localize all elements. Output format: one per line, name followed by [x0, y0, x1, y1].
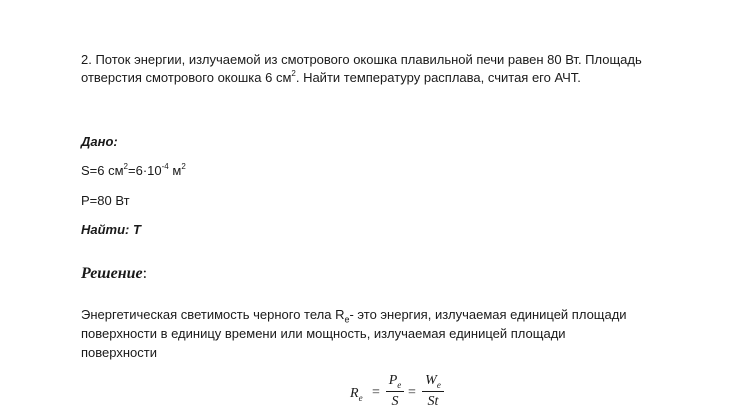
- solution-subscript: e: [344, 314, 350, 325]
- fraction-2-denominator: St: [427, 394, 439, 409]
- fraction-2-num-symbol: W: [425, 373, 437, 388]
- problem-text-2a: отверстия смотрового окошка 6 см: [81, 70, 292, 85]
- fraction-1-num-sub: e: [397, 379, 402, 390]
- formula-fraction-1: [386, 372, 404, 411]
- given-area-sup-1: 2: [123, 161, 128, 171]
- solution-text-1b: - это энергия, излучаемая единицей площади: [349, 307, 627, 322]
- problem-text-1: 2. Поток энергии, излучаемой из смотрового окошка плавильной печи равен 80 Вт. Площадь: [81, 52, 642, 67]
- fraction-1-denominator: S: [391, 394, 399, 409]
- formula-equals-2: =: [408, 385, 416, 400]
- formula-lhs-symbol: R: [350, 386, 359, 401]
- fraction-2-numerator: [422, 372, 444, 390]
- formula-equals-1: =: [372, 385, 380, 400]
- given-area-sup-2: -4: [161, 161, 169, 171]
- formula-lhs-sub: e: [358, 392, 363, 403]
- given-heading: Дано:: [81, 134, 118, 149]
- given-area-part-3: м: [168, 163, 182, 178]
- problem-superscript: 2: [291, 68, 296, 78]
- fraction-1-bar: [386, 391, 404, 392]
- problem-line-1: [81, 52, 642, 68]
- solution-para-line-1: [81, 307, 627, 323]
- fraction-2-num-sub: e: [436, 379, 441, 390]
- given-power-line: P=80 Вт: [81, 193, 130, 208]
- formula-fraction-2: [422, 372, 444, 411]
- fraction-1-num-symbol: P: [388, 373, 398, 388]
- given-area-part-2: =6·10: [128, 163, 162, 178]
- solution-heading-word: Решение: [81, 265, 143, 282]
- given-area-line: [81, 163, 186, 179]
- solution-para-line-3: поверхности: [81, 345, 157, 360]
- given-area-sup-3: 2: [181, 161, 186, 171]
- solution-text-1a: Энергетическая светимость черного тела R: [81, 307, 345, 322]
- problem-text-2b: . Найти температуру расплава, считая его АЧТ.: [295, 70, 581, 85]
- solution-heading-colon: :: [142, 265, 148, 282]
- find-line: Найти: Т: [81, 222, 141, 237]
- given-area-part-1: S=6 см: [81, 163, 124, 178]
- solution-heading: [81, 264, 147, 284]
- formula-lhs: [350, 386, 363, 402]
- solution-para-line-2: поверхности в единицу времени или мощность, излучаемая единицей площади: [81, 326, 566, 341]
- problem-line-2: [81, 70, 581, 86]
- fraction-2-bar: [422, 391, 444, 392]
- fraction-1-numerator: [386, 372, 404, 390]
- radiance-formula: [350, 372, 470, 418]
